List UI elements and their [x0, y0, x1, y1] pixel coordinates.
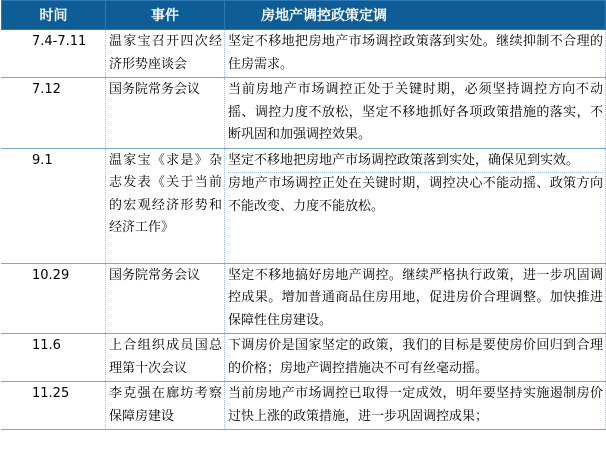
table-row: [2, 263, 606, 334]
row-event: 国务院常务会议: [106, 263, 225, 334]
table-row: [2, 30, 606, 78]
row-date: 7.12: [2, 78, 106, 149]
header-policy: 房地产调控政策定调: [225, 1, 606, 30]
table-row: [2, 148, 606, 263]
row-event: 上合组织成员国总理第十次会议: [106, 334, 225, 382]
row-policy: [225, 148, 606, 263]
row-date: 9.1: [2, 148, 106, 263]
table-row: [2, 382, 606, 430]
row-date: 11.6: [2, 334, 106, 382]
row-policy-part-a: 坚定不移地把房地产市场调控政策落到实处，确保见到实效。: [228, 152, 580, 168]
header-row: [2, 1, 606, 30]
row-policy: 当前房地产市场调控已取得一定成效，明年要坚持实施遏制房价过快上涨的政策措施，进一步巩固调控成果；: [225, 382, 606, 430]
row-event: 温家宝《求是》杂志发表《关于当前的宏观经济形势和经济工作》: [106, 148, 225, 263]
row-policy: 当前房地产市场调控正处于关键时期，必须坚持调控方向不动摇、调控力度不放松，坚定不移地抓好各项政策措施的落实，不断巩固和加强调控效果。: [225, 78, 606, 149]
row-event: 国务院常务会议: [106, 78, 225, 149]
row-event: 李克强在廊坊考察保障房建设: [106, 382, 225, 430]
table-row: [2, 78, 606, 149]
row-policy: 坚定不移地搞好房地产调控。继续严格执行政策，进一步巩固调控成果。增加普通商品住房用地，促进房价合理调整。加快推进保障性住房建设。: [225, 263, 606, 334]
table-row: [2, 334, 606, 382]
row-date: 11.25: [2, 382, 106, 430]
row-policy: 下调房价是国家坚定的政策，我们的目标是要使房价回归到合理的价格；房地产调控措施决不可有丝毫动摇。: [225, 334, 606, 382]
header-date: 时间: [2, 1, 106, 30]
policy-table: [1, 0, 606, 430]
row-date: 7.4-7.11: [2, 30, 106, 78]
row-event: 温家宝召开四次经济形势座谈会: [106, 30, 225, 78]
header-event: 事件: [106, 1, 225, 30]
row-policy-part-b: 房地产市场调控正处在关键时期，调控决心不能动摇、政策方向不能改变、力度不能放松。: [228, 172, 603, 218]
row-policy: 坚定不移地把房地产市场调控政策落到实处。继续抑制不合理的住房需求。: [225, 30, 606, 78]
row-date: 10.29: [2, 263, 106, 334]
